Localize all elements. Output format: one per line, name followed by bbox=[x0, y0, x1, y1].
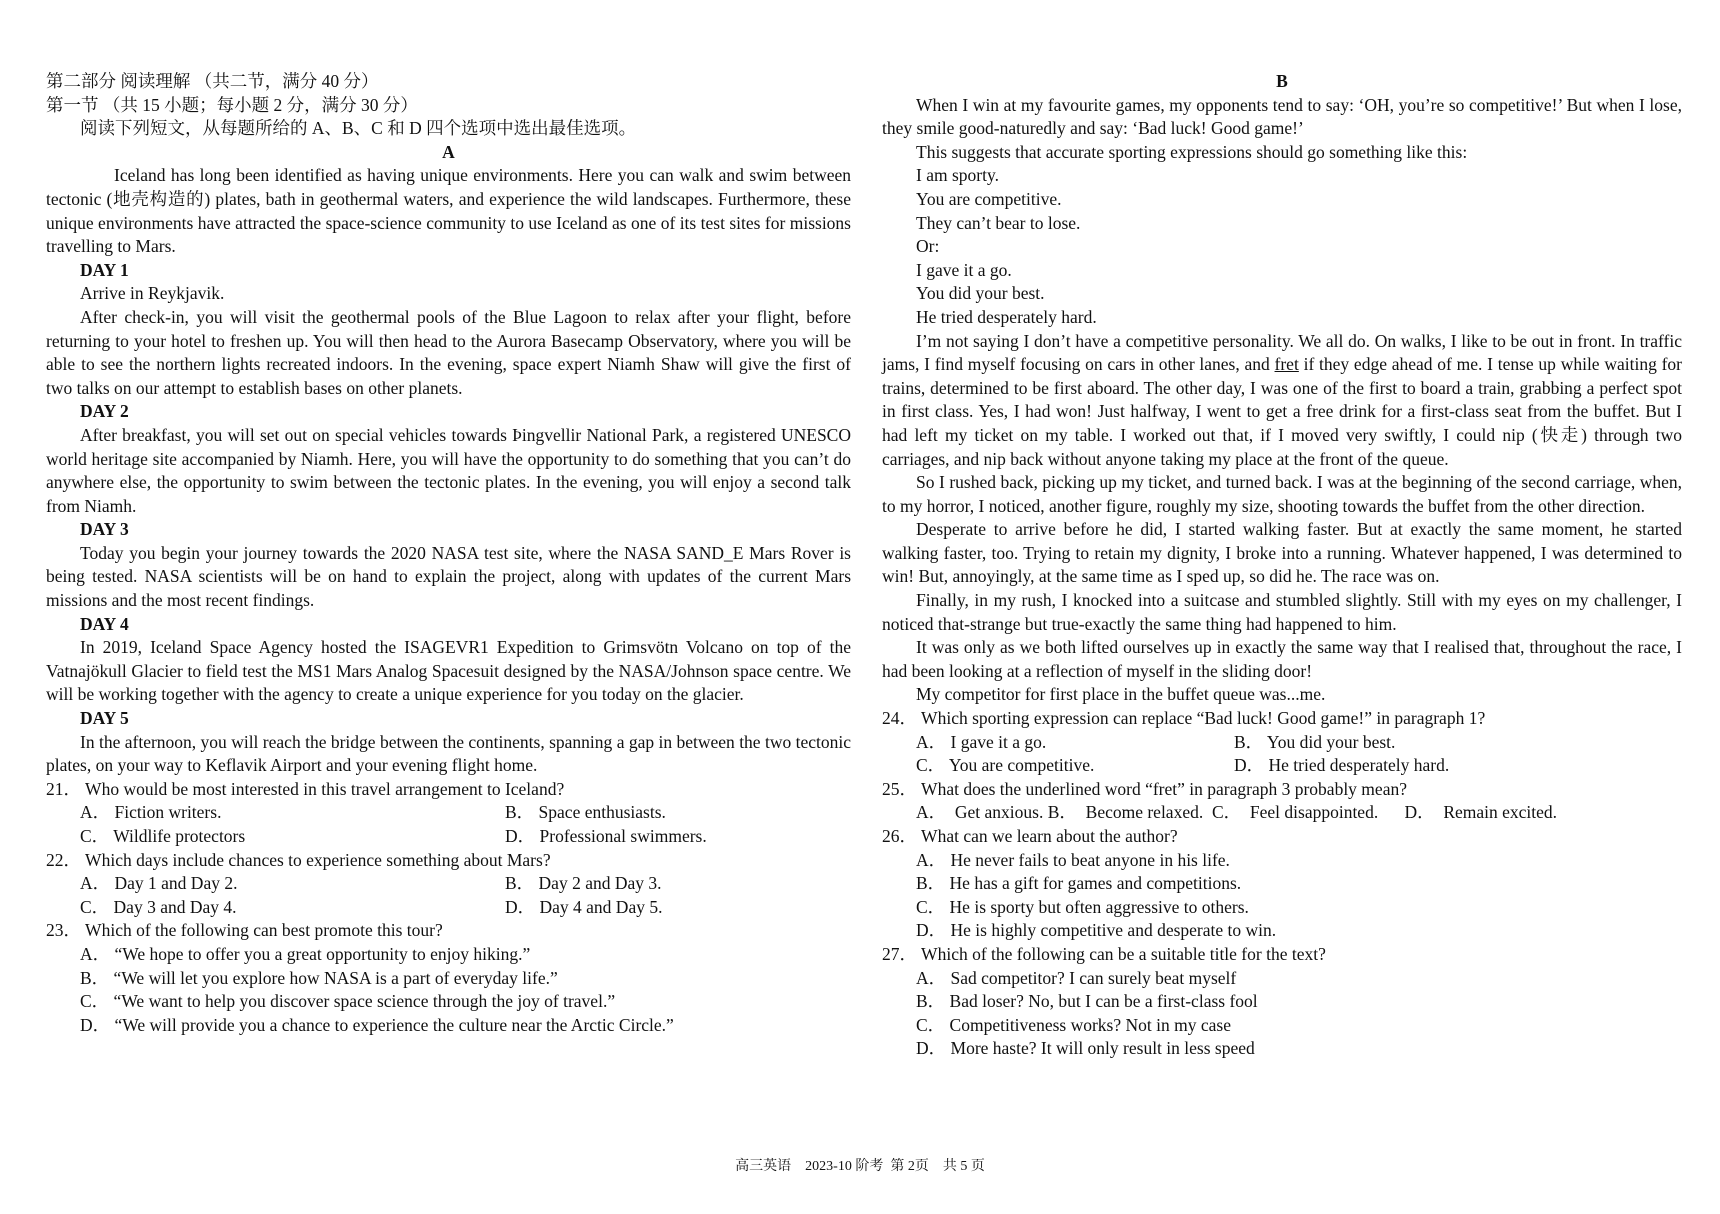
day-1-para: After check-in, you will visit the geothermal pools of the Blue Lagoon to relax after your flight, before returning to your hotel to freshen up. You will then head to the Aurora Basecamp Observatory, where you will be able to see the northern lights recreated indoors. In the evening, space expert Niamh Shaw will give the first of two talks on our attempt to establish bases on other planets. bbox=[46, 306, 851, 398]
option-b[interactable]: B． “We will let you explore how NASA is a part of everyday life.” bbox=[80, 967, 558, 988]
passage-b-para-2: This suggests that accurate sporting expressions should go something like this: bbox=[916, 141, 1468, 162]
underlined-word: fret bbox=[1274, 354, 1299, 375]
expression-line: You are competitive. bbox=[916, 188, 1062, 209]
day-5-para: In the afternoon, you will reach the bridge between the continents, spanning a gap in between the two tectonic plates, on your way to Keflavik Airport and your evening flight home. bbox=[46, 731, 851, 776]
option-d[interactable]: D． “We will provide you a chance to experience the culture near the Arctic Circle.” bbox=[80, 1014, 674, 1035]
passage-b-label: B bbox=[1276, 71, 1288, 91]
day-4-para: In 2019, Iceland Space Agency hosted the ISAGEVR1 Expedition to Grimsvötn Volcano on top of the Vatnajökull Glacier to field test the MS1 Mars Analog Spacesuit designed by the NASA/Johnson space centre. We will be working together with the agency to create a unique experience for you today on the glacier. bbox=[46, 637, 851, 705]
passage-b-para-8: My competitor for first place in the buffet queue was...me. bbox=[916, 684, 1326, 705]
question-24: 24． Which sporting expression can replace “Bad luck! Good game!” in paragraph 1? bbox=[882, 708, 1486, 729]
option-c[interactable]: C． Day 3 and Day 4. bbox=[80, 896, 237, 917]
para-3-text: if they edge ahead of me. I tense up while waiting for trains, determined to be first aboard. The other day, I was one of the first to board a train, grabbing a perfect spot in first class. Yes, I had won! Just halfway, I went to get a free drink for a first-class seat from the buffet. But I had left my ticket on my table. I worked out that, if I moved very swiftly, I could nip (快走) through two carriages, and nip back without anyone taking my place at the front of the queue. bbox=[882, 354, 1682, 469]
question-21: 21． Who would be most interested in this travel arrangement to Iceland? bbox=[46, 778, 565, 799]
option-b[interactable]: B． Day 2 and Day 3. bbox=[505, 873, 662, 894]
day-3-para: Today you begin your journey towards the 2020 NASA test site, where the NASA SAND_E Mars Rover is being tested. NASA scientists will be on hand to explain the project, along with updates of the current Mars missions and the most recent findings. bbox=[46, 542, 851, 611]
expression-line: He tried desperately hard. bbox=[916, 306, 1097, 327]
day-3-title: DAY 3 bbox=[80, 519, 129, 540]
passage-b-para-6: Finally, in my rush, I knocked into a suitcase and stumbled slightly. Still with my eyes on my challenger, I noticed that-strange but true-exactly the same thing had happened to him. bbox=[882, 590, 1682, 634]
question-25: 25． What does the underlined word “fret” in paragraph 3 probably mean? bbox=[882, 778, 1407, 799]
option-b[interactable]: B． Space enthusiasts. bbox=[505, 802, 666, 823]
option-c[interactable]: C． Competitiveness works? Not in my case bbox=[916, 1014, 1231, 1035]
option-a[interactable]: A． I gave it a go. bbox=[916, 731, 1047, 752]
option-b[interactable]: B． You did your best. bbox=[1234, 731, 1396, 752]
question-21-options bbox=[46, 801, 851, 848]
passage-b-para-4: So I rushed back, picking up my ticket, and turned back. I was at the beginning of the second carriage, when, to my horror, I noticed, another figure, roughly my size, shooting towards the buffet from the other direction. bbox=[882, 472, 1682, 516]
option-a[interactable]: A． Fiction writers. bbox=[80, 802, 222, 823]
expression-line: You did your best. bbox=[916, 283, 1045, 304]
day-5-title: DAY 5 bbox=[80, 708, 129, 729]
expression-line: Or: bbox=[916, 236, 940, 257]
option-d[interactable]: D． More haste? It will only result in less speed bbox=[916, 1038, 1255, 1059]
option-d[interactable]: D． He is highly competitive and desperate to win. bbox=[916, 920, 1277, 941]
left-column bbox=[46, 70, 851, 1037]
question-22: 22． Which days include chances to experience something about Mars? bbox=[46, 849, 551, 870]
expression-line: I am sporty. bbox=[916, 165, 999, 186]
day-2-title: DAY 2 bbox=[80, 401, 129, 422]
passage-b-para-1: When I win at my favourite games, my opponents tend to say: ‘OH, you’re so competitive!’ But when I lose, they smile good-naturedly and say: ‘Bad luck! Good game!’ bbox=[882, 94, 1682, 139]
question-24-options bbox=[882, 731, 1682, 778]
passage-b-para-7: It was only as we both lifted ourselves up in exactly the same way that I realised that, throughout the race, I had been looking at a reflection of myself in the sliding door! bbox=[882, 637, 1682, 681]
page-footer: 高三英语 2023-10 阶考 第 2页 共 5 页 bbox=[735, 1159, 985, 1174]
option-a[interactable]: A． Day 1 and Day 2. bbox=[80, 873, 238, 894]
option-d[interactable]: D． Professional swimmers. bbox=[505, 826, 707, 846]
expression-line: They can’t bear to lose. bbox=[916, 212, 1081, 233]
option-a[interactable]: A． Sad competitor? I can surely beat myself bbox=[916, 967, 1237, 988]
question-22-options bbox=[46, 872, 851, 919]
passage-a-intro: Iceland has long been identified as having unique environments. Here you can walk and swim between tectonic (地壳构造的) plates, bath in geothermal waters, and experience the wild landscapes. Furthermore, these unique environments have attracted the space-science community to use Iceland as one of its test sites for missions travelling to Mars. bbox=[46, 165, 851, 257]
option-c[interactable]: C． “We want to help you discover space science through the joy of travel.” bbox=[80, 991, 616, 1012]
option-a[interactable]: A． “We hope to offer you a great opportunity to enjoy hiking.” bbox=[80, 943, 531, 964]
option-b[interactable]: B． Bad loser? No, but I can be a first-class fool bbox=[916, 991, 1258, 1012]
option-b[interactable]: B． He has a gift for games and competitions. bbox=[916, 873, 1242, 894]
question-27: 27． Which of the following can be a suitable title for the text? bbox=[882, 943, 1326, 964]
passage-b-para-5: Desperate to arrive before he did, I started walking faster. But at exactly the same moment, he started walking faster, too. Trying to retain my dignity, I broke into a running. Whatever happened, I was determined to win! But, annoyingly, at the same time as I sped up, so did he. The race was on. bbox=[882, 519, 1682, 587]
part-heading: 第二部分 阅读理解 （共二节，满分 40 分） bbox=[46, 71, 379, 91]
para-3-text: I’m not saying I don’t have a competitive personality. We all do. On walks, I like to be out in front. In traffic jams, I find myself focusing on cars in other lanes, and bbox=[882, 330, 1682, 375]
option-c[interactable]: C． Wildlife protectors bbox=[80, 826, 246, 846]
passage-b-para-3 bbox=[882, 330, 1682, 472]
option-d[interactable]: D． He tried desperately hard. bbox=[1234, 755, 1450, 776]
day-2-para: After breakfast, you will set out on special vehicles towards Þingvellir National Park, a registered UNESCO world heritage site accompanied by Niamh. Here, you will have the opportunity to do something that you can’t do anywhere else, the opportunity to swim between the tectonic plates. In the evening, you will enjoy a second talk from Niamh. bbox=[46, 424, 851, 516]
day-1-para: Arrive in Reykjavik. bbox=[80, 283, 225, 304]
section-heading: 第一节 （共 15 小题；每小题 2 分，满分 30 分） bbox=[46, 94, 418, 115]
day-4-title: DAY 4 bbox=[80, 613, 129, 634]
question-26: 26． What can we learn about the author? bbox=[882, 826, 1178, 846]
right-column bbox=[882, 70, 1682, 1061]
question-25-options[interactable]: A． Get anxious. B． Become relaxed. C． Feel disappointed. D． Remain excited. bbox=[916, 802, 1558, 823]
option-a[interactable]: A． He never fails to beat anyone in his life. bbox=[916, 849, 1230, 870]
instruction: 阅读下列短文，从每题所给的 A、B、C 和 D 四个选项中选出最佳选项。 bbox=[80, 118, 637, 139]
day-1-title: DAY 1 bbox=[80, 259, 129, 280]
expression-line: I gave it a go. bbox=[916, 259, 1012, 280]
passage-a-label: A bbox=[442, 141, 455, 162]
question-23: 23． Which of the following can best promote this tour? bbox=[46, 920, 443, 941]
option-d[interactable]: D． Day 4 and Day 5. bbox=[505, 896, 663, 917]
option-c[interactable]: C． You are competitive. bbox=[916, 755, 1095, 776]
option-c[interactable]: C． He is sporty but often aggressive to others. bbox=[916, 896, 1249, 917]
